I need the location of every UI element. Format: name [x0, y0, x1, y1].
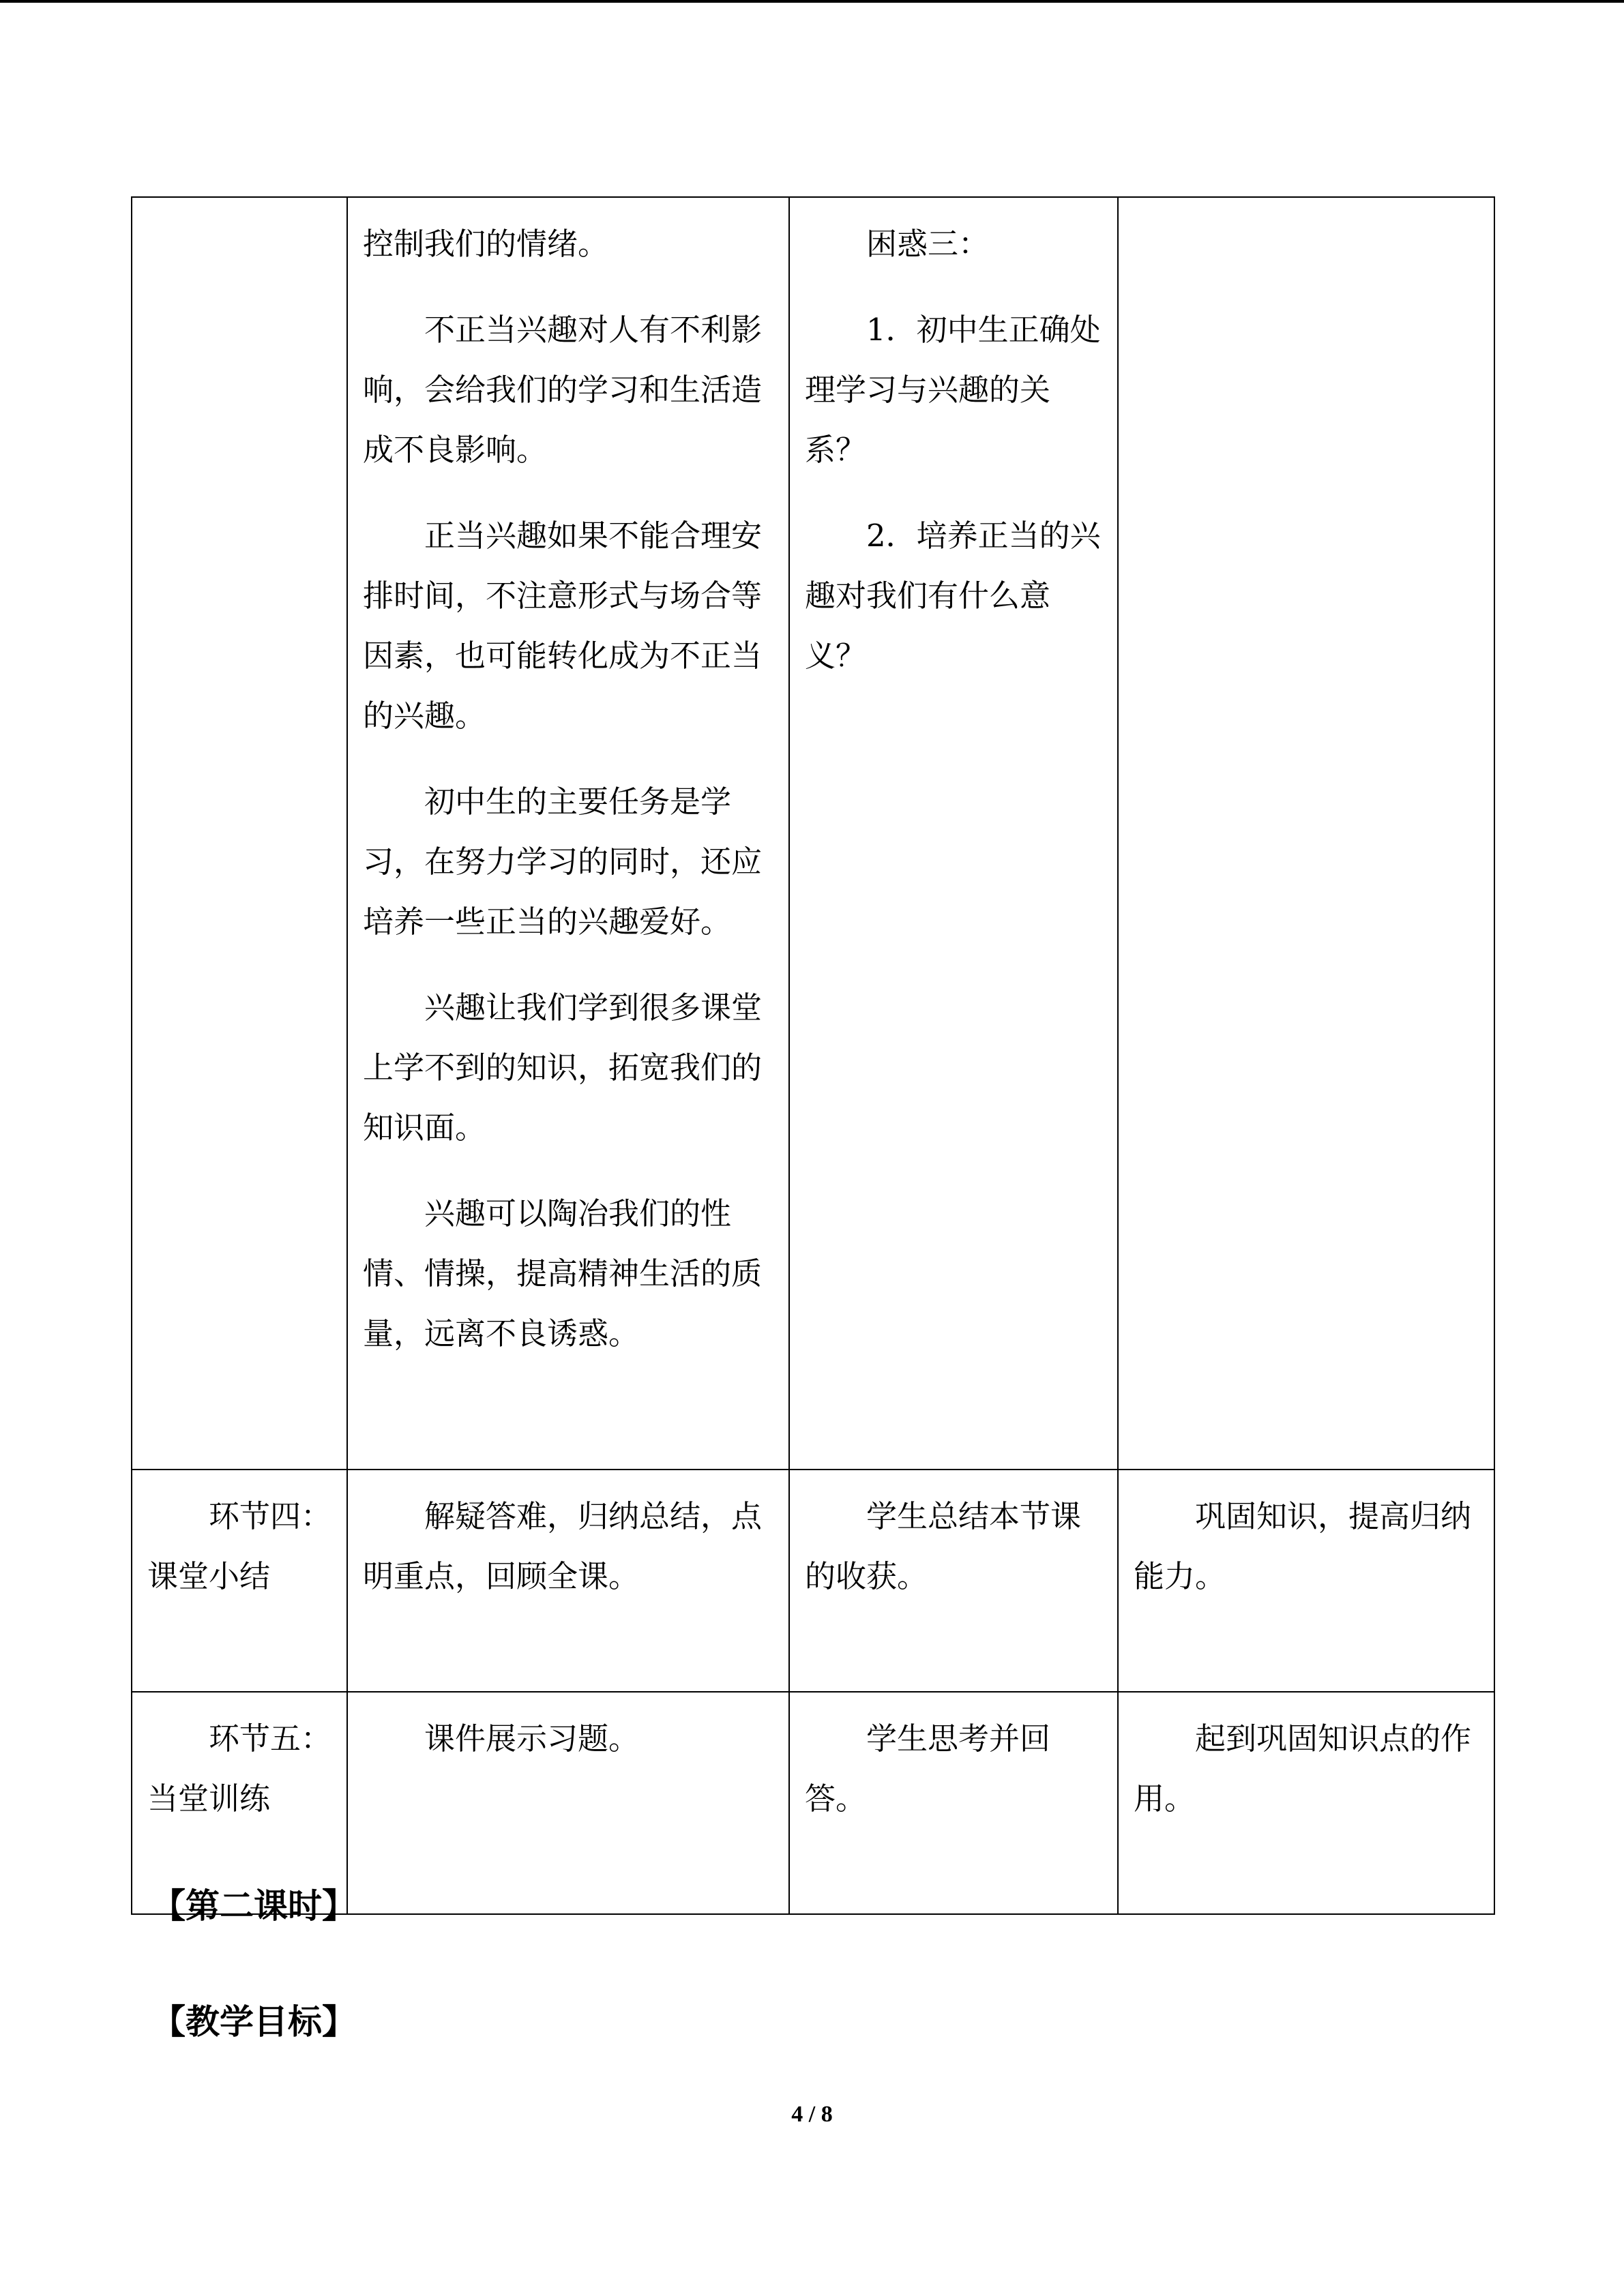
design-intent-cell	[1118, 197, 1494, 1470]
paragraph: 课件展示习题。	[424, 1720, 640, 1757]
page-number: 4 / 8	[791, 2102, 833, 2127]
student-activity-cell	[789, 1470, 1118, 1692]
table-row	[132, 1470, 1494, 1692]
paragraph: 起到巩固知识点的作用。	[1134, 1720, 1472, 1817]
paragraph: 环节四：课堂小结	[147, 1498, 332, 1594]
design-intent-cell	[1118, 1692, 1494, 1914]
paragraph: 学生总结本节课的收获。	[805, 1498, 1082, 1594]
teacher-activity-cell	[347, 1692, 789, 1914]
paragraph: 困惑三：	[866, 226, 990, 262]
teacher-activity-cell	[347, 1470, 789, 1692]
paragraph: 巩固知识，提高归纳能力。	[1134, 1498, 1472, 1594]
paragraph: 兴趣让我们学到很多课堂上学不到的知识，拓宽我们的知识面。	[363, 989, 763, 1146]
paragraph: 正当兴趣如果不能合理安排时间，不注意形式与场合等因素，也可能转化成为不正当的兴趣。	[363, 518, 763, 734]
table-row	[132, 197, 1494, 1470]
page-top-border	[0, 0, 1624, 3]
paragraph: 不正当兴趣对人有不利影响，会给我们的学习和生活造成不良影响。	[363, 312, 763, 468]
paragraph: 初中生的主要任务是学习，在努力学习的同时，还应培养一些正当的兴趣爱好。	[363, 784, 763, 940]
stage-cell	[132, 197, 347, 1470]
stage-cell	[132, 1470, 347, 1692]
student-activity-cell	[789, 197, 1118, 1470]
paragraph: 兴趣可以陶冶我们的性情、情操，提高精神生活的质量，远离不良诱惑。	[363, 1195, 763, 1352]
paragraph: 控制我们的情绪。	[363, 226, 609, 262]
paragraph: 2．培养正当的兴趣对我们有什么意义？	[805, 518, 1101, 674]
paragraph: 1．初中生正确处理学习与兴趣的关系？	[805, 312, 1101, 468]
teacher-activity-cell	[347, 197, 789, 1470]
paragraph: 环节五：当堂训练	[147, 1720, 332, 1817]
lesson-table	[131, 196, 1495, 1915]
paragraph: 解疑答难，归纳总结，点明重点，回顾全课。	[363, 1498, 763, 1594]
paragraph: 学生思考并回答。	[805, 1720, 1051, 1817]
design-intent-cell	[1118, 1470, 1494, 1692]
teaching-goals-heading: 【教学目标】	[151, 2002, 356, 2042]
second-lesson-heading: 【第二课时】	[151, 1886, 356, 1926]
student-activity-cell	[789, 1692, 1118, 1914]
